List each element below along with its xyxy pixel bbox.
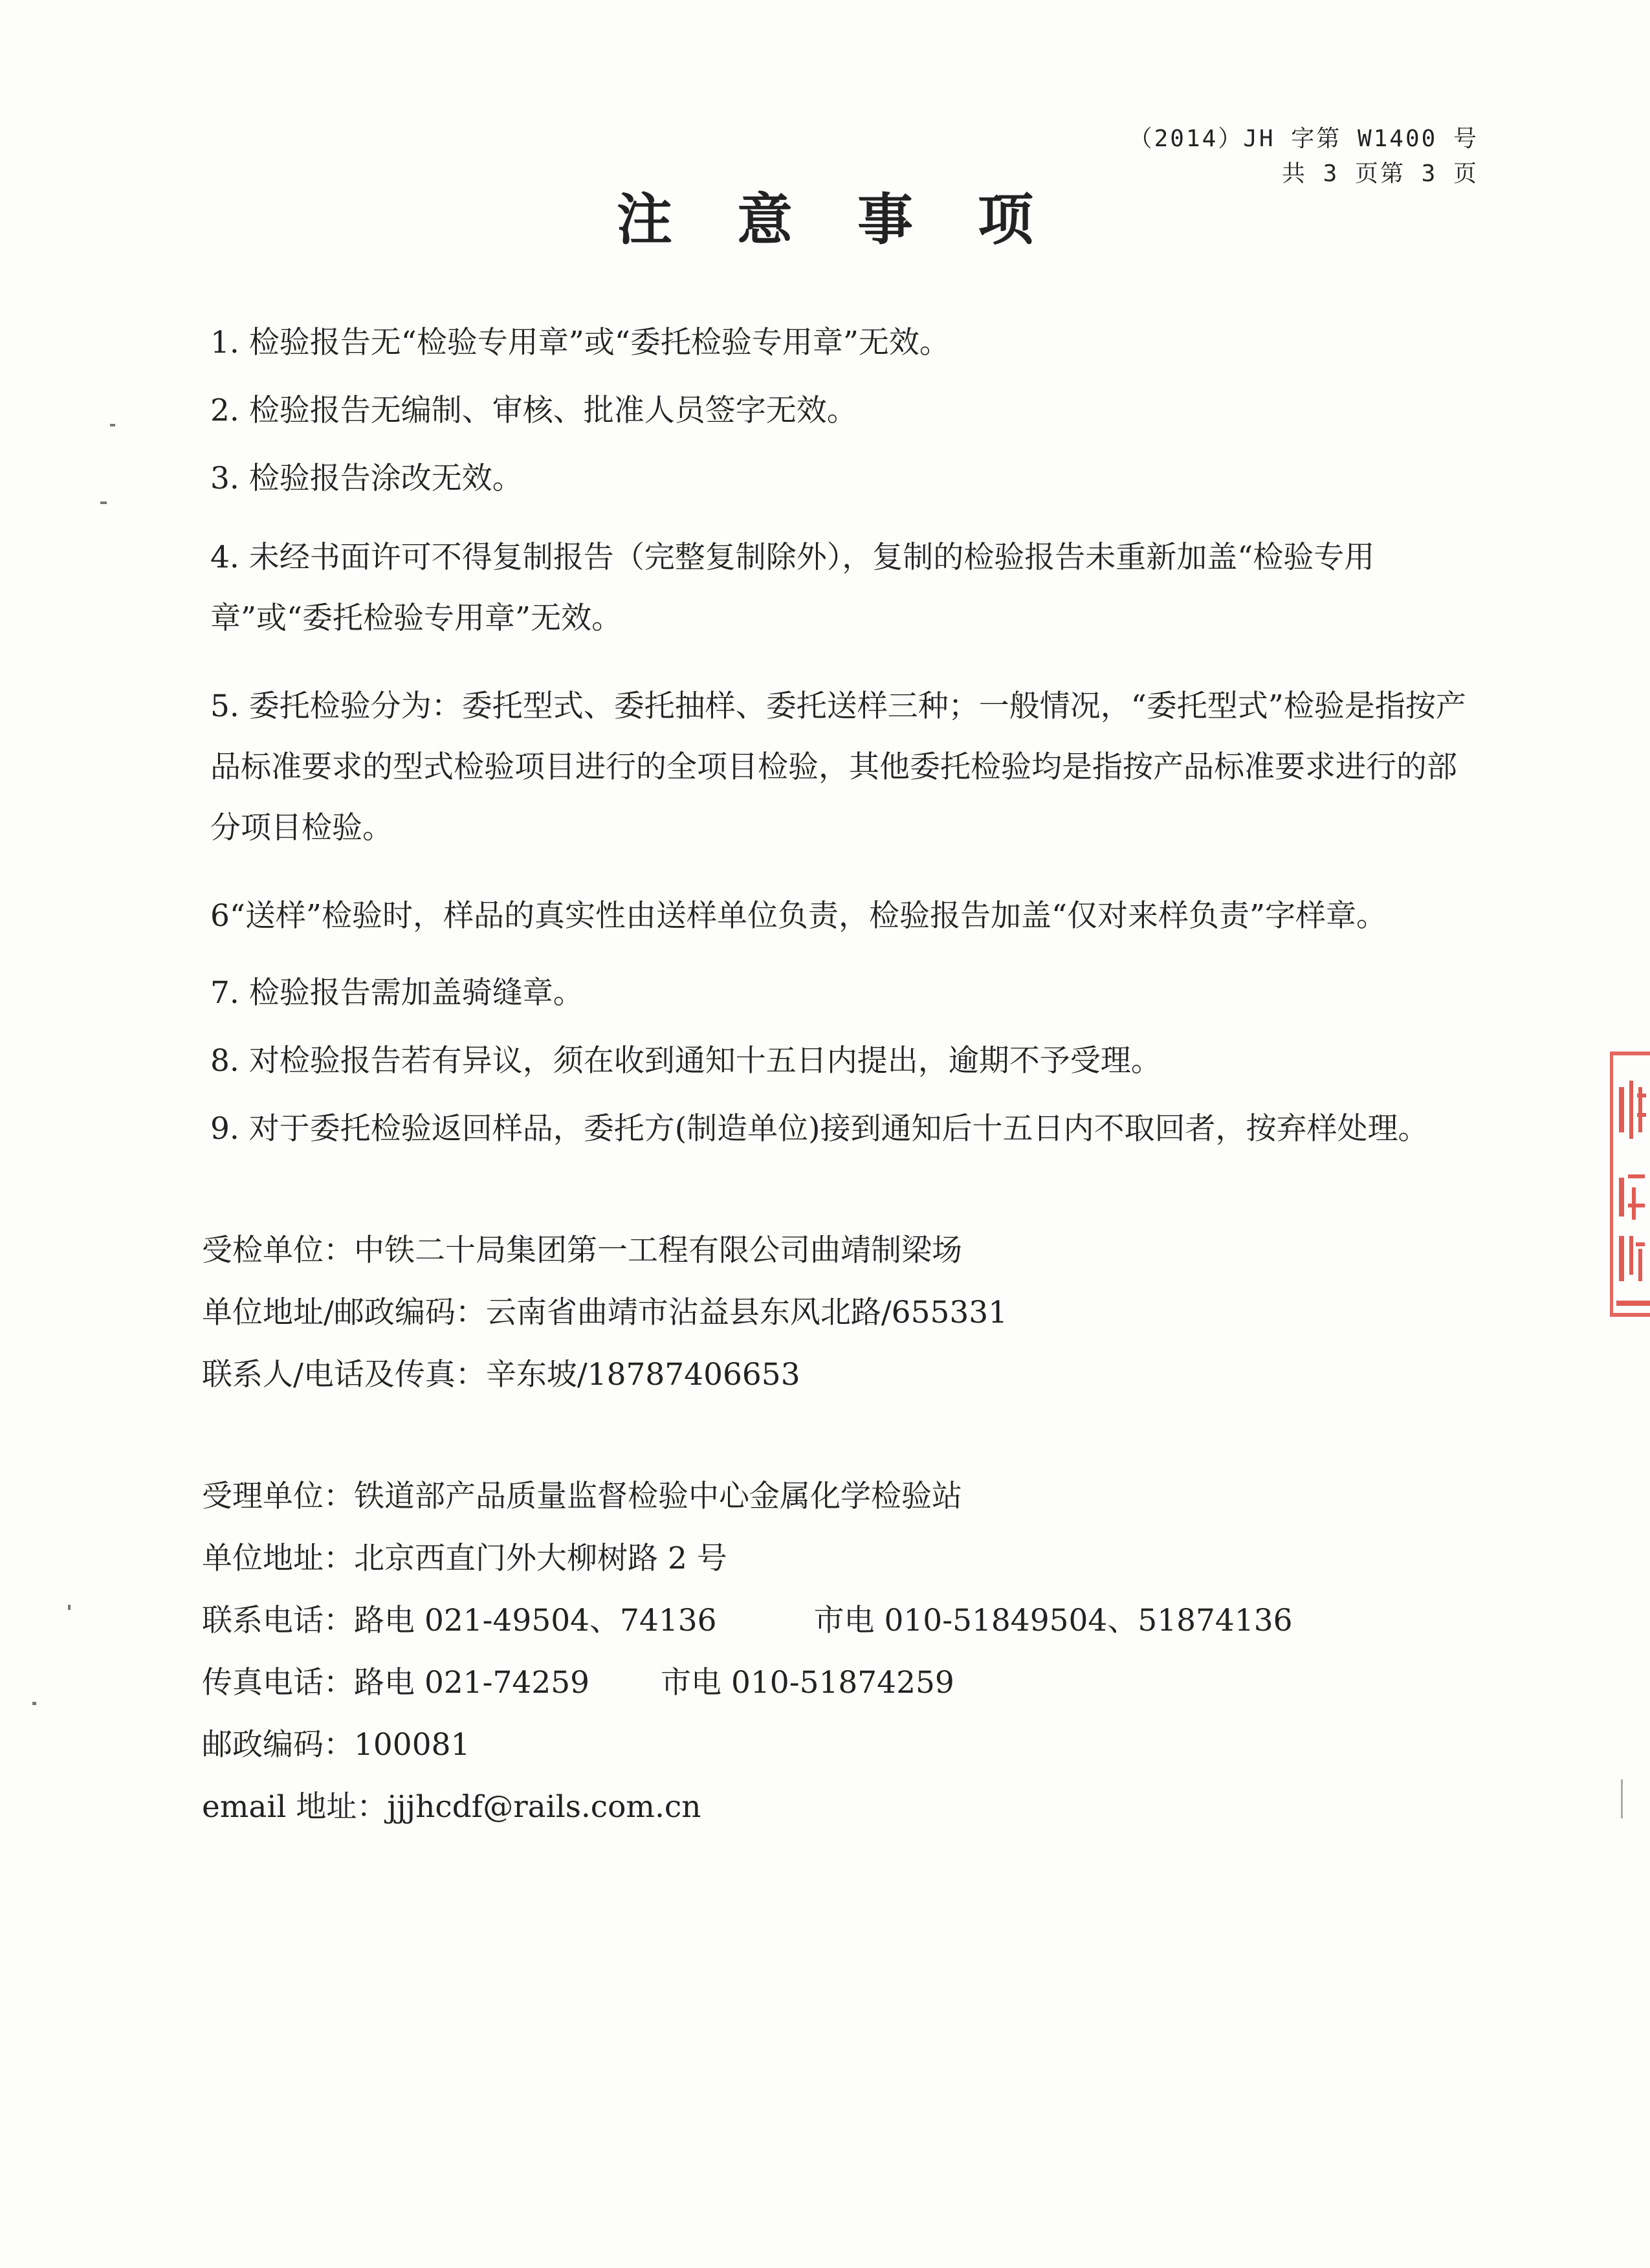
notice-item-5: 5. 委托检验分为：委托型式、委托抽样、委托送样三种；一般情况，“委托型式”检验是指按产品标准要求的型式检验项目进行的全项目检验，其他委托检验均是指按产品标准要求进行的部分项目检验。 [210, 688, 1466, 846]
scan-speck [100, 501, 107, 504]
notice-item-8: 8. 对检验报告若有异议，须在收到通知十五日内提出，逾期不予受理。 [210, 1043, 1161, 1079]
notice-item-1: 1. 检验报告无“检验专用章”或“委托检验专用章”无效。 [210, 325, 950, 360]
lab-fax [202, 1652, 1293, 1714]
notice-item-4: 4. 未经书面许可不得复制报告（完整复制除外），复制的检验报告未重新加盖“检验专用章”或“委托检验专用章”无效。 [210, 540, 1375, 636]
lab-info [202, 1466, 1293, 1838]
notice-item-2: 2. 检验报告无编制、审核、批准人员签字无效。 [210, 393, 857, 428]
lab-phone-label: 联系电话： [202, 1603, 354, 1638]
notice-item-9: 9. 对于委托检验返回样品，委托方(制造单位)接到通知后十五日内不取回者，按弃样处理。 [210, 1111, 1429, 1147]
lab-fax-city: 市电 010-51874259 [661, 1665, 954, 1701]
client-unit: 受检单位：中铁二十局集团第一工程有限公司曲靖制梁场 [202, 1233, 962, 1268]
lab-address: 单位地址：北京西直门外大柳树路 2 号 [202, 1541, 727, 1576]
lab-phone-rail: 路电 021-49504、74136 [354, 1603, 717, 1638]
notice-item-3: 3. 检验报告涂改无效。 [210, 461, 523, 496]
lab-postcode: 邮政编码：100081 [202, 1727, 470, 1763]
scan-speck [68, 1605, 71, 1610]
report-number: （2014）JH 字第 W1400 号 [1128, 126, 1479, 152]
seal-stamp [1610, 1048, 1650, 1320]
notice-item-7: 7. 检验报告需加盖骑缝章。 [210, 975, 584, 1011]
lab-unit: 受理单位：铁道部产品质量监督检验中心金属化学检验站 [202, 1479, 962, 1514]
notice-list [210, 324, 1479, 1178]
lab-fax-rail: 路电 021-74259 [354, 1665, 590, 1701]
lab-phone [202, 1590, 1293, 1652]
notice-item-6: 6“送样”检验时，样品的真实性由送样单位负责，检验报告加盖“仅对来样负责”字样章。 [210, 898, 1387, 934]
scan-speck [110, 424, 115, 426]
page-title: 注意事项 [617, 188, 1098, 252]
seal-stamp-graphic [1610, 1048, 1650, 1320]
client-contact: 联系人/电话及传真：辛东坡/18787406653 [202, 1357, 800, 1393]
scan-speck [32, 1702, 36, 1705]
client-info [202, 1220, 1007, 1406]
lab-email: email 地址：jjjhcdf@rails.com.cn [202, 1789, 701, 1825]
lab-fax-label: 传真电话： [202, 1665, 354, 1701]
page-info: 共 3 页第 3 页 [1281, 160, 1479, 187]
scan-edge [1621, 1779, 1623, 1818]
lab-phone-city: 市电 010-51849504、51874136 [813, 1603, 1293, 1638]
client-address: 单位地址/邮政编码：云南省曲靖市沾益县东风北路/655331 [202, 1295, 1008, 1330]
